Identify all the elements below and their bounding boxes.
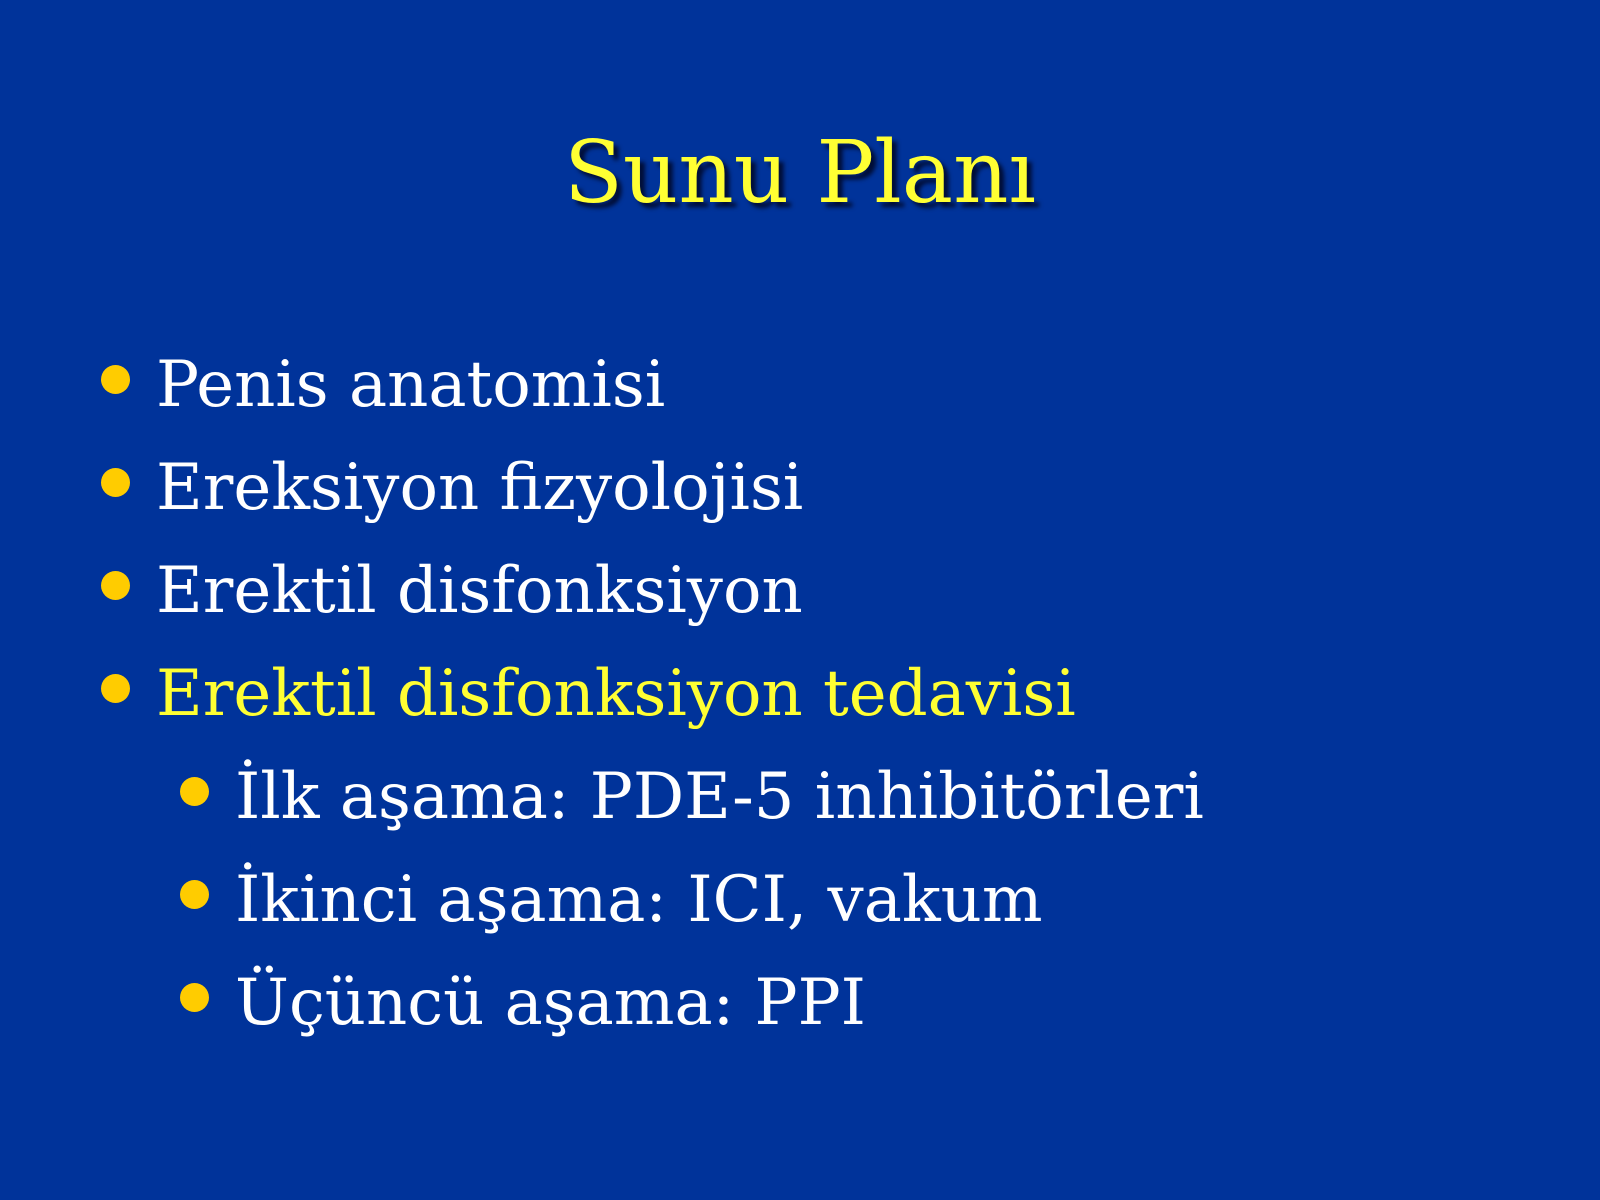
bullet-item-erektil-disfonksiyon xyxy=(0,546,1600,649)
bullet-dot-icon xyxy=(101,365,130,394)
sub-bullet-item-ilk-asama xyxy=(0,752,1600,855)
sub-bullet-text: Üçüncü aşama: PPI xyxy=(235,966,866,1040)
bullet-item-ereksiyon-fizyolojisi xyxy=(0,443,1600,546)
bullet-dot-icon xyxy=(180,880,209,909)
bullet-text-highlighted: Erektil disfonksiyon tedavisi xyxy=(156,657,1076,731)
bullet-item-erektil-disfonksiyon-tedavisi xyxy=(0,649,1600,752)
bullet-text: Ereksiyon fizyolojisi xyxy=(156,451,804,525)
bullet-text: Penis anatomisi xyxy=(156,348,666,422)
sub-bullet-item-ucuncu-asama xyxy=(0,958,1600,1061)
bullet-item-penis-anatomisi xyxy=(0,340,1600,443)
sub-bullet-item-ikinci-asama xyxy=(0,855,1600,958)
slide-title: Sunu Planı xyxy=(564,123,1036,223)
bullet-dot-icon xyxy=(101,571,130,600)
bullet-list xyxy=(0,340,1600,1061)
sub-bullet-text: İkinci aşama: ICI, vakum xyxy=(235,863,1043,937)
bullet-dot-icon xyxy=(101,468,130,497)
bullet-dot-icon xyxy=(180,777,209,806)
bullet-text: Erektil disfonksiyon xyxy=(156,554,803,628)
bullet-dot-icon xyxy=(180,983,209,1012)
sub-bullet-text: İlk aşama: PDE-5 inhibitörleri xyxy=(235,760,1204,834)
bullet-dot-icon xyxy=(101,674,130,703)
